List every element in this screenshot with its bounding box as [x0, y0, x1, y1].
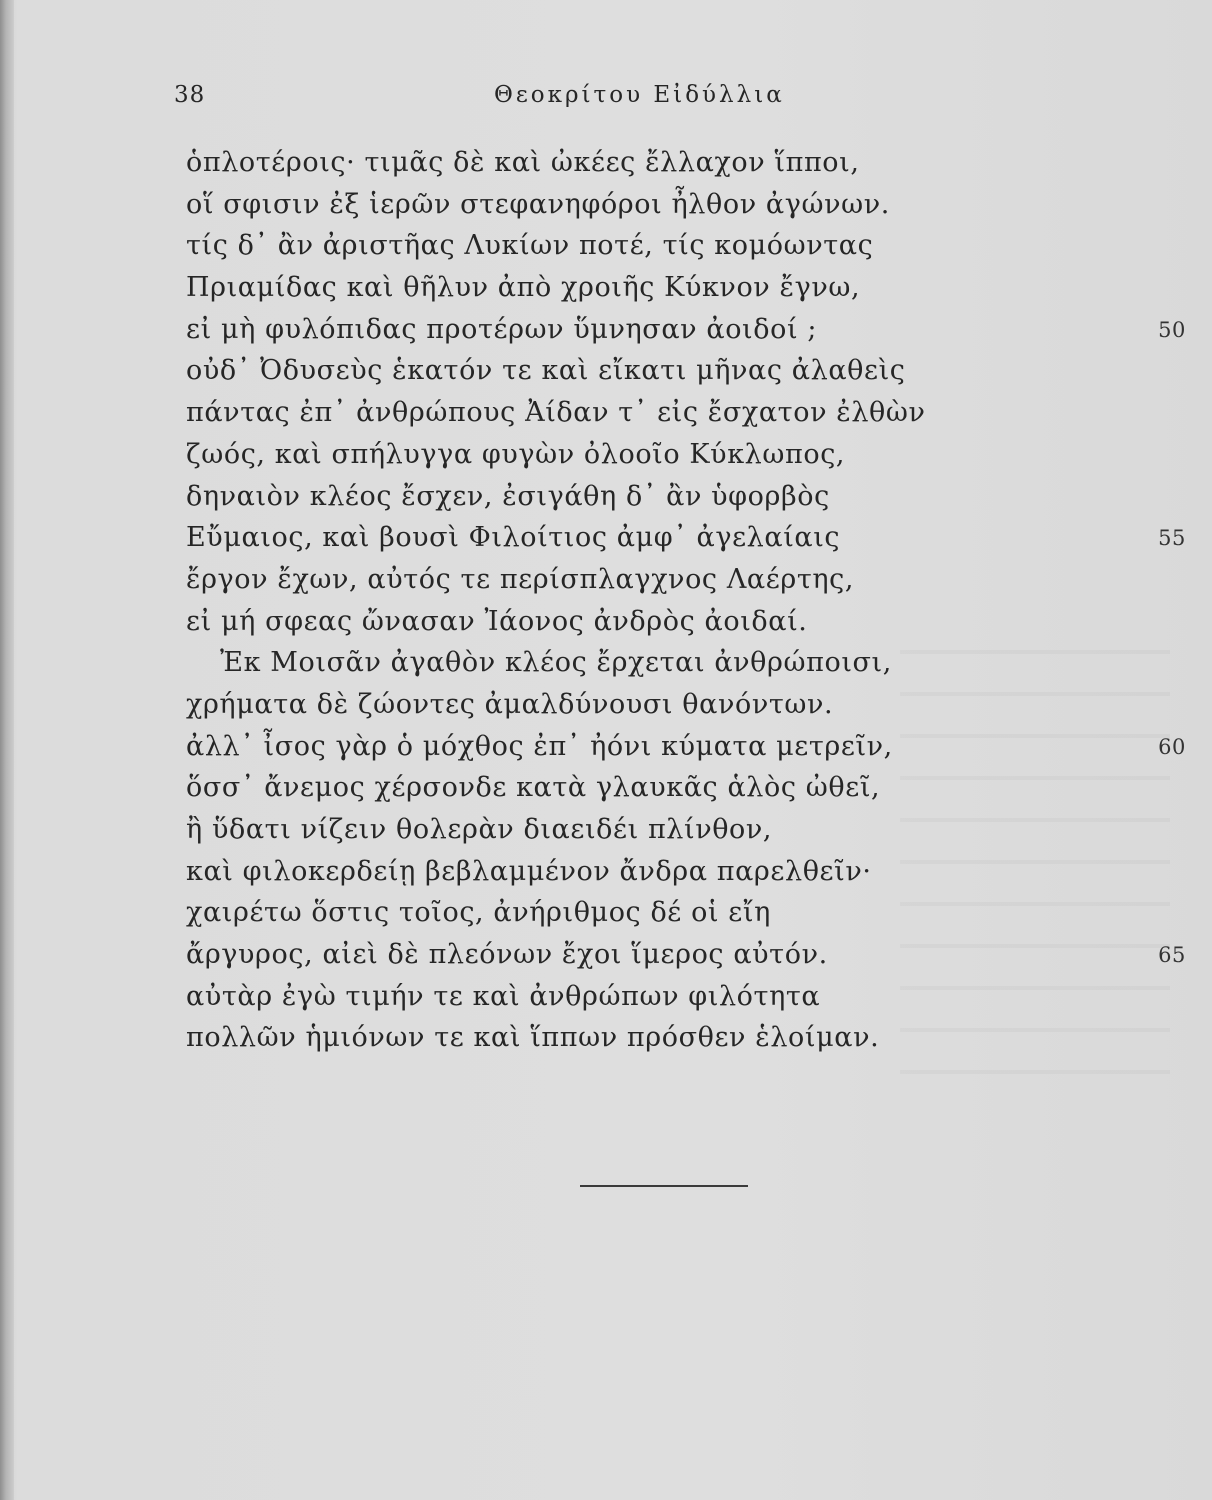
verse-line	[186, 976, 1186, 1018]
verse-line-text: ἄργυρος, αἰεὶ δὲ πλεόνων ἔχοι ἵμερος αὐτόν.	[186, 939, 828, 971]
verse-line	[186, 809, 1186, 851]
line-number: 65	[1158, 943, 1186, 968]
verse-block	[186, 142, 1186, 1059]
verse-line	[186, 559, 1186, 601]
verse-line-text: πολλῶν ἡμιόνων τε καὶ ἵππων πρόσθεν ἑλοίμαν.	[186, 1022, 880, 1054]
verse-line-text: εἰ μὴ φυλόπιδας προτέρων ὕμνησαν ἀοιδοί ;	[186, 313, 818, 345]
verse-line	[186, 851, 1186, 893]
verse-line	[186, 309, 1186, 351]
end-rule	[580, 1185, 748, 1187]
verse-line	[186, 934, 1186, 976]
verse-line-text: Εὔμαιος, καὶ βουσὶ Φιλοίτιος ἀμφ᾽ ἀγελαίαις	[186, 522, 841, 554]
verse-line	[186, 684, 1186, 726]
verse-line	[186, 767, 1186, 809]
verse-line	[186, 184, 1186, 226]
line-number: 55	[1158, 526, 1186, 551]
running-title: Θεοκρίτου Εἰδύλλια	[494, 82, 785, 108]
verse-line-text: αὐτὰρ ἐγὼ τιμήν τε καὶ ἀνθρώπων φιλότητα	[186, 980, 821, 1012]
verse-line-text: οὐδ᾽ Ὀδυσεὺς ἑκατόν τε καὶ εἴκατι μῆνας ἀλαθεὶς	[186, 355, 906, 387]
verse-line	[186, 434, 1186, 476]
verse-line-text: ἢ ὕδατι νίζειν θολερὰν διαειδέι πλίνθον,	[186, 814, 773, 845]
verse-line-text: ζωός, καὶ σπήλυγγα φυγὼν ὀλοοῖο Κύκλωπος,	[186, 438, 846, 470]
verse-line-text: χαιρέτω ὅστις τοῖος, ἀνήριθμος δέ οἱ εἴη	[186, 897, 771, 929]
verse-line-text: χρήματα δὲ ζώοντες ἀμαλδύνουσι θανόντων.	[186, 688, 834, 720]
verse-line-text: ἔργον ἔχων, αὐτός τε περίσπλαγχνος Λαέρτης,	[186, 563, 855, 595]
line-number: 60	[1158, 734, 1186, 759]
verse-line-text: Πριαμίδας καὶ θῆλυν ἀπὸ χροιῆς Κύκνον ἔγνω,	[186, 272, 861, 304]
verse-line	[186, 726, 1186, 768]
running-head	[174, 82, 854, 118]
verse-line-text: ὅσσ᾽ ἄνεμος χέρσονδε κατὰ γλαυκᾶς ἁλὸς ὠθεῖ,	[186, 772, 881, 804]
verse-line-text: τίς δ᾽ ἂν ἀριστῆας Λυκίων ποτέ, τίς κομόωντας	[186, 230, 874, 262]
verse-line	[186, 1017, 1186, 1059]
verse-line	[186, 142, 1186, 184]
verse-line-text: ἀλλ᾽ ἶσος γὰρ ὁ μόχθος ἐπ᾽ ἠόνι κύματα μετρεῖν,	[186, 730, 893, 762]
verse-line-text: ὁπλοτέροις· τιμᾶς δὲ καὶ ὠκέες ἔλλαχον ἵπποι,	[186, 147, 860, 178]
verse-line-text: οἵ σφισιν ἐξ ἱερῶν στεφανηφόροι ἦλθον ἀγώνων.	[186, 188, 890, 220]
verse-line	[186, 225, 1186, 267]
verse-line-text: δηναιὸν κλέος ἔσχεν, ἐσιγάθη δ᾽ ἂν ὑφορβὸς	[186, 480, 830, 512]
verse-line-text: πάντας ἐπ᾽ ἀνθρώπους Ἀίδαν τ᾽ εἰς ἔσχατον ἐλθὼν	[186, 397, 926, 429]
line-number: 50	[1158, 317, 1186, 342]
verse-line	[186, 392, 1186, 434]
verse-line	[186, 350, 1186, 392]
verse-line	[186, 267, 1186, 309]
verse-line	[186, 892, 1186, 934]
verse-line	[186, 642, 1186, 684]
page-binding-edge	[0, 0, 14, 1500]
verse-line	[186, 601, 1186, 643]
verse-line-text: Ἐκ Μοισᾶν ἀγαθὸν κλέος ἔρχεται ἀνθρώποισι,	[220, 647, 892, 679]
page-number: 38	[174, 82, 206, 108]
verse-line	[186, 476, 1186, 518]
verse-line-text: εἰ μή σφεας ὤνασαν Ἰάονος ἀνδρὸς ἀοιδαί.	[186, 605, 808, 637]
verse-line	[186, 517, 1186, 559]
verse-line-text: καὶ φιλοκερδείῃ βεβλαμμένον ἄνδρα παρελθεῖν·	[186, 855, 872, 887]
